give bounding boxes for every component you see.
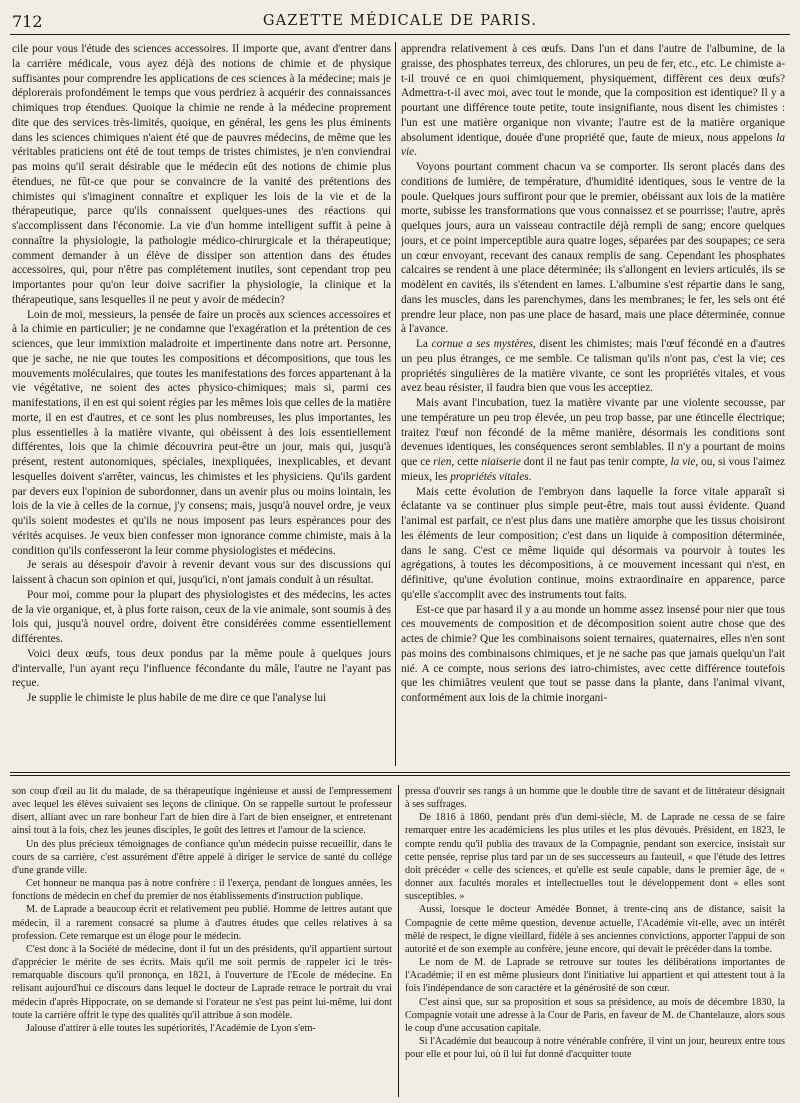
page-number: 712 xyxy=(12,12,43,31)
paragraph: cile pour vous l'étude des sciences accessoires. Il importe que, avant d'entrer dans la carrière médicale, vous ayez déjà des notions de chimie et de physique suffisantes pour comprendre les applications de ces sciences à la médecine; mais je déplorerais profondément le temps que vous perdriez à acquérir des connaissances chimiques trop étendues. Quoique la chimie ne rende à la médecine proprement dite que des services très-limités, quoique, en général, les gens les plus éminents dans les sciences chimiques n'aient été que de pauvres médecins, de même que les véritables praticiens ont été de tout temps de tristes chimistes, je n'en conviendrai pas moins qu'il serait désirable que le médecin eût des notions de chimie plus étendues, ne fût-ce que pour se convaincre de la vanité des prétentions des chimistes qui s'imaginent connaître et expliquer les lois de la vie et de la thérapeutique, parce qu'ils connaissent quelques-unes des réactions qui s'accomplissent dans l'économie. La vie d'un homme intelligent suffit à peine à connaître la physiologie, la pathologie médico-chirurgicale et la thérapeutique; comment demander à un élève de dissiper son attention dans des études accessoires, qui, pour n'être pas complétement inutiles, sont cependant trop peu importantes pour qu'on leur doive sacrifier la physiologie, la clinique et la thérapeutique, sans lesquelles il ne peut y avoir de médecin? xyxy=(12,43,391,306)
paragraph: Mais avant l'incubation, tuez la matière vivante par une violente secousse, par une température un peu trop élevée, un peu trop basse, par une étincelle électrique; traitez l'œuf non fécondé de la même manière, désormais les conditions sont devenues identiques, les conséquences seront semblables. Il n'y a pourtant de moins que ce rien, cette niaiserie dont il ne faut pas tenir compte, la vie, ou, si vous l'aimez mieux, les propriétés vitales. xyxy=(401,397,785,483)
paragraph: Est-ce que par hasard il y a au monde un homme assez insensé pour nier que tous ces mouvements de composition et de décomposition soient autre chose que des actes de chimie? Que les combinaisons soient ternaires, quaternaires, elles n'en sont pas moins des combinaisons chimiques, et je ne sache pas que jamais quelqu'un l'ait nié. A ce compte, nous serions des iatro-chimistes, avec cette différence toutefois que les chimiâtres veulent que tout se passe dans la plante, dans l'animal vivant, conformément aux lois de la chimie inorgani- xyxy=(401,603,785,704)
paragraph: Pour moi, comme pour la plupart des physiologistes et des médecins, les actes de la vie organique, et, à plus forte raison, ceux de la vie animale, sont soumis à des lois qui, jusqu'à nouvel ordre, doivent être considérées comme essentiellement différentes. xyxy=(12,588,391,645)
lower-left-column xyxy=(12,785,392,1097)
paragraph: Si l'Académie dut beaucoup à notre vénérable confrère, il vint un jour, heureux entre tous pour elle et pour lui, où il lui fut donné d'acquitter toute xyxy=(405,1035,785,1061)
section-divider xyxy=(10,772,790,776)
emphasis: cornue a ses mystères xyxy=(431,338,533,350)
emphasis: la vie xyxy=(670,456,696,468)
paragraph: C'est donc à la Société de médecine, dont il fut un des présidents, qu'il appartient surtout d'apprécier le mérite de ses écrits. Mais qu'il me soit permis de rappeler ici le très-remarquable discours qu'il prononça, en 1821, à l'ouverture de l'Ecole de médecine. En relisant aujourd'hui ce discours dans lequel le docteur de Laprade retrace le portrait du vrai médecin d'après Hippocrate, on se demande si l'orateur ne s'est pas peint lui-même, lui dont toute la carrière offrit le type des qualités qu'il attribue à son modèle. xyxy=(12,943,392,1021)
emphasis: la vie xyxy=(401,131,785,159)
running-title: GAZETTE MÉDICALE DE PARIS. xyxy=(262,13,538,29)
upper-right-column xyxy=(401,42,785,766)
paragraph: M. de Laprade a beaucoup écrit et relativement peu publié. Homme de lettres autant que médecin, il a rarement consacré sa plume à d'autres études que celles relatives à sa profession. Cete remarque est un éloge pour le médecin. xyxy=(12,904,392,942)
emphasis: rien xyxy=(433,456,452,468)
paragraph: Cet honneur ne manqua pas à notre confrère : il l'exerça, pendant de longues années, les fonctions de médecin en chef du premier de nos établissements d'instruction publique. xyxy=(12,878,392,903)
emphasis: niaiserie xyxy=(481,456,521,468)
paragraph: Aussi, lorsque le docteur Amédée Bonnet, à trente-cinq ans de distance, saisit la Compagnie de cette même question, devenue actuelle, l'Académie vit-elle, avec un intérêt mêlé de respect, le digne vieillard, fidèle à ses anciennes convictions, apporter l'appui de son autorité et de son exemple au confrère, jeune encore, qui devait le précéder dans la tombe. xyxy=(405,904,785,955)
paragraph: Mais cette évolution de l'embryon dans laquelle la force vitale apparaît si éclatante va se continuer plus simple peut-être, mais tout aussi évidente. Quand l'animal est parfait, ce n'est plus dans une matière amorphe que les tissus choisiront les éléments de leur composition; c'est dans un liquide à composition déterminée, dans le sang. C'est ce même liquide qui désormais va pourvoir à toutes les agrégations, à toutes les décompositions, à ce mouvement incessant qui n'est, en définitive, qu'une évolution continue, moins extraordinaire en apparence, parce qu'elle s'accomplit avec des instruments tout faits. xyxy=(401,485,785,601)
lower-right-column xyxy=(405,785,785,1097)
paragraph: Jalouse d'attirer à elle toutes les supériorités, l'Académie de Lyon s'em- xyxy=(26,1022,316,1034)
column-divider xyxy=(395,42,396,766)
paragraph: De 1816 à 1860, pendant près d'un demi-siècle, M. de Laprade ne cessa de se faire remarquer entre les académiciens les plus utiles et les plus dévoués. Président, en 1823, le compte rendu qu'il publia des travaux de la Compagnie, pendant son exercice, insistait sur cette pensée, reprise plus tard par un de ses successeurs au fauteuil, « que l'étude des lettres doit précéder « celle des sciences, et qu'elle est seule capable, dans le premier âge, de « donner aux facultés morales et intellectuelles tout le développement dont « elles sont susceptibles. » xyxy=(405,812,785,903)
paragraph: apprendra relativement à ces œufs. Dans l'un et dans l'autre de l'albumine, de la graisse, des phosphates terreux, des chlorures, un peu de fer, etc., etc. Le chimiste a-t-il trouvé ce en quoi chimiquement, physiquement, diffèrent ces deux œufs? Admettra-t-il avec moi, avec tout le monde, que la composition est identique? Il y a pourtant une différence toute petite, toute insignifiante, nous disent les chimistes : l'un est une matière organique non vivante; l'autre est de la matière organique absolument identique, douée d'une propriété que, faute de mieux, nous appelons la vie. xyxy=(401,43,785,159)
paragraph: Je serais au désespoir d'avoir à revenir devant vous sur des discussions qui laissent à chacun son opinion et qui, jusqu'ici, n'ont jamais conduit à un résultat. xyxy=(12,559,391,586)
column-divider xyxy=(398,785,399,1097)
paragraph: C'est ainsi que, sur sa proposition et sous sa présidence, au mois de décembre 1830, la Compagnie votait une adresse à la Cour de Paris, en faveur de M. de Chantelauze, alors sous le coup d'une accusation capitale. xyxy=(405,996,785,1034)
paragraph: Un des plus précieux témoignages de confiance qu'un médecin puisse recueillir, dans le cours de sa carrière, c'est assurément d'être appelé à diriger le service de santé du collége d'une grande ville. xyxy=(12,838,392,876)
paragraph: Voyons pourtant comment chacun va se comporter. Ils seront placés dans des conditions de lumière, de température, d'humidité identiques, sous le ventre de la poule. Quelques jours suffiront pour que le premier, obéissant aux lois de la matière morte, subisse les transformations que vous connaissez et se pourrisse; l'autre, après quelques jours, aura un vaisseau contractile déjà rempli de sang; encore quelques jours, et ce point imperceptible aura quatre loges, séparées par des soupapes; ce sera un cœur envoyant, recevant des canaux remplis de sang. Cependant les phosphates calcaires se rendent à une place déterminée; ils s'allongent en leviers articulés, ils se modèlent en cavités, ils s'étendent en lames. L'albumine s'est répartie dans le sang, dans les muscles, dans les parenchymes, dans les membranes; le fer, les sels ont été prendre leur place, non pas une place de hasard, mais une place déterminée, connue à l'avance. xyxy=(401,161,785,336)
page-header xyxy=(10,10,790,35)
paragraph: Voici deux œufs, tous deux pondus par la même poule à quelques jours d'intervalle, l'un ayant reçu l'influence fécondante du mâle, l'autre ne l'ayant pas reçue. xyxy=(12,647,391,690)
paragraph: Loin de moi, messieurs, la pensée de faire un procès aux sciences accessoires et à la chimie en particulier; je ne condamne que l'exagération et la prétention de ces sciences, que leur immixtion maladroite et impertinente dans notre art. Personne, que je sache, ne nie que toutes les compositions et décompositions, que tous les mouvements moléculaires, que toutes les manifestations des forces appartenant à la vie végétative, ne soient des actes physico-chimiques; mais si, parmi ces manifestations, il en est qui soient régies par les mêmes lois que celles de la matière morte, il en est d'autres, et ce sont les plus nombreuses, les plus importantes, les plus essentielles à la matière vivante, qui obéissent à des lois essentiellement différentes, lois que la chimie découvrira peut-être un jour, mais qui, jusqu'à présent, restent autonomiques, spéciales, inexpliquées, inexplicables, et devant lesquelles doivent s'arrêter, vaincus, les chimistes et les physiciens. Qu'ils gardent par devers eux l'opinion de subordonner, dans un avenir plus ou moins lointain, les lois de la vie à celles de la cornue, j'y consens; mais, jusqu'à nouvel ordre, je veux qu'ils soient modestes et qu'ils ne nous imposent pas leurs espérances pour des vérités acquises. Je veux bien confesser mon ignorance comme chimiste, mais à la condition qu'ils confesseront la leur comme physiologistes et médecins. xyxy=(12,308,391,557)
paragraph: son coup d'œil au lit du malade, de sa thérapeutique ingénieuse et aussi de l'empressement avec lequel les élèves suivaient ses leçons de clinique. On se rappelle surtout le professeur disert, alliant avec un rare bonheur l'art de bien dire à l'art de bien enseigner, et entretenant ainsi tout à la fois, chez les jeunes disciples, le goût des lettres et l'amour de la science. xyxy=(12,786,392,837)
upper-left-column xyxy=(12,42,391,766)
paragraph: Le nom de M. de Laprade se retrouve sur toutes les délibérations importantes de l'Académie; il en est même plusieurs dont l'initiative lui appartient et qui attestent tout à la fois l'indépendance de son caractère et la générosité de son cœur. xyxy=(405,957,785,995)
paragraph: Je supplie le chimiste le plus habile de me dire ce que l'analyse lui xyxy=(27,692,327,704)
paragraph: pressa d'ouvrir ses rangs à un homme que le double titre de savant et de littérateur désignait à ses suffrages. xyxy=(405,786,785,811)
emphasis: propriétés vitales xyxy=(450,470,529,483)
paragraph: La cornue a ses mystères, disent les chimistes; mais l'œuf fécondé en a d'autres un peu plus étranges, ce me semble. Ce talisman qu'ils n'ont pas, c'est la vie; ces propriétés singulières de la matière vivante, ce sont les propriétés vitales, et vous avez beau résister, il faudra bien que vous les acceptiez. xyxy=(401,338,785,395)
